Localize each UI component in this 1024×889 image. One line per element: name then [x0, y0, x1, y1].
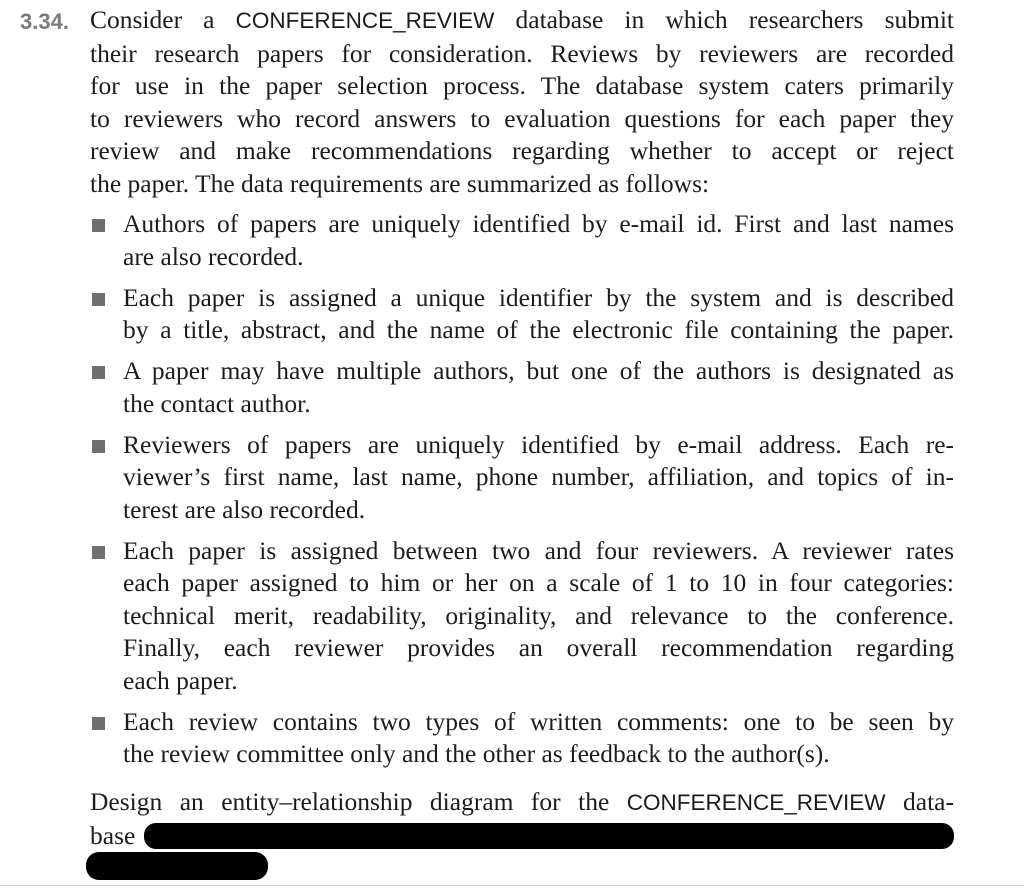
square-bullet-icon — [92, 366, 105, 379]
list-item-line: technical merit, readability, originality, and relevance to the conference. — [123, 600, 954, 630]
list-item — [90, 535, 954, 698]
intro-line: review and make recommendations regarding whether to accept or reject — [90, 136, 954, 165]
list-item-line: Each paper is assigned a unique identifier by the system and is described — [123, 282, 954, 312]
list-item-line: terest are also recorded. — [123, 494, 366, 524]
list-item — [90, 706, 954, 771]
intro-line: to reviewers who record answers to evaluation questions for each paper they — [90, 103, 954, 133]
intro-text: Consider a — [90, 5, 236, 34]
database-name: CONFERENCE_REVIEW — [626, 790, 886, 815]
list-item-line: A paper may have multiple authors, but one of the authors is designated as — [123, 356, 954, 385]
redaction-bar — [86, 852, 268, 880]
square-bullet-icon — [92, 293, 105, 306]
intro-line: their research papers for consideration. Reviews by reviewers are recorded — [90, 38, 954, 68]
list-item — [90, 282, 954, 347]
list-item — [90, 429, 954, 527]
intro-line: the paper. The data requirements are summarized as follows: — [90, 168, 710, 198]
intro-line — [90, 4, 954, 38]
list-item-line: each paper assigned to him or her on a scale of 1 to 10 in four categories: — [123, 568, 954, 597]
exercise-number: 3.34. — [20, 9, 69, 34]
list-item-line: by a title, abstract, and the name of the electronic file containing the paper. — [123, 315, 954, 344]
list-item-line: Each review contains two types of written comments: one to be seen by — [123, 706, 954, 736]
task-line — [90, 786, 954, 820]
task-text: Design an entity–relationship diagram for the — [90, 787, 627, 816]
square-bullet-icon — [92, 219, 105, 232]
list-item-line: Finally, each reviewer provides an overall recommendation regarding — [123, 633, 954, 662]
intro-text: database in which researchers submit — [494, 5, 954, 34]
task-line: base — [90, 820, 136, 850]
page-divider — [0, 885, 1024, 886]
list-item-line: Authors of papers are uniquely identified by e-mail id. First and last names — [123, 209, 954, 238]
list-item-line: the review committee only and the other as feedback to the author(s). — [123, 739, 830, 768]
list-item — [90, 355, 954, 420]
database-name: CONFERENCE_REVIEW — [235, 8, 495, 33]
list-item-line: Reviewers of papers are uniquely identified by e-mail address. Each re- — [123, 429, 954, 459]
square-bullet-icon — [92, 717, 105, 730]
list-item-line: viewer’s first name, last name, phone number, affiliation, and topics of in- — [123, 462, 954, 491]
square-bullet-icon — [92, 546, 105, 559]
exercise-intro-paragraph — [90, 4, 954, 200]
list-item-line: Each paper is assigned between two and four reviewers. A reviewer rates — [123, 535, 954, 565]
list-item — [90, 208, 954, 273]
list-item-line: are also recorded. — [123, 241, 304, 271]
redaction-bar — [144, 823, 954, 849]
list-item-line: the contact author. — [123, 388, 311, 418]
requirements-list — [90, 208, 954, 779]
intro-line: for use in the paper selection process. The database system caters primarily — [90, 71, 954, 100]
list-item-line: each paper. — [123, 665, 238, 695]
square-bullet-icon — [92, 440, 105, 453]
task-text: data- — [885, 787, 954, 816]
